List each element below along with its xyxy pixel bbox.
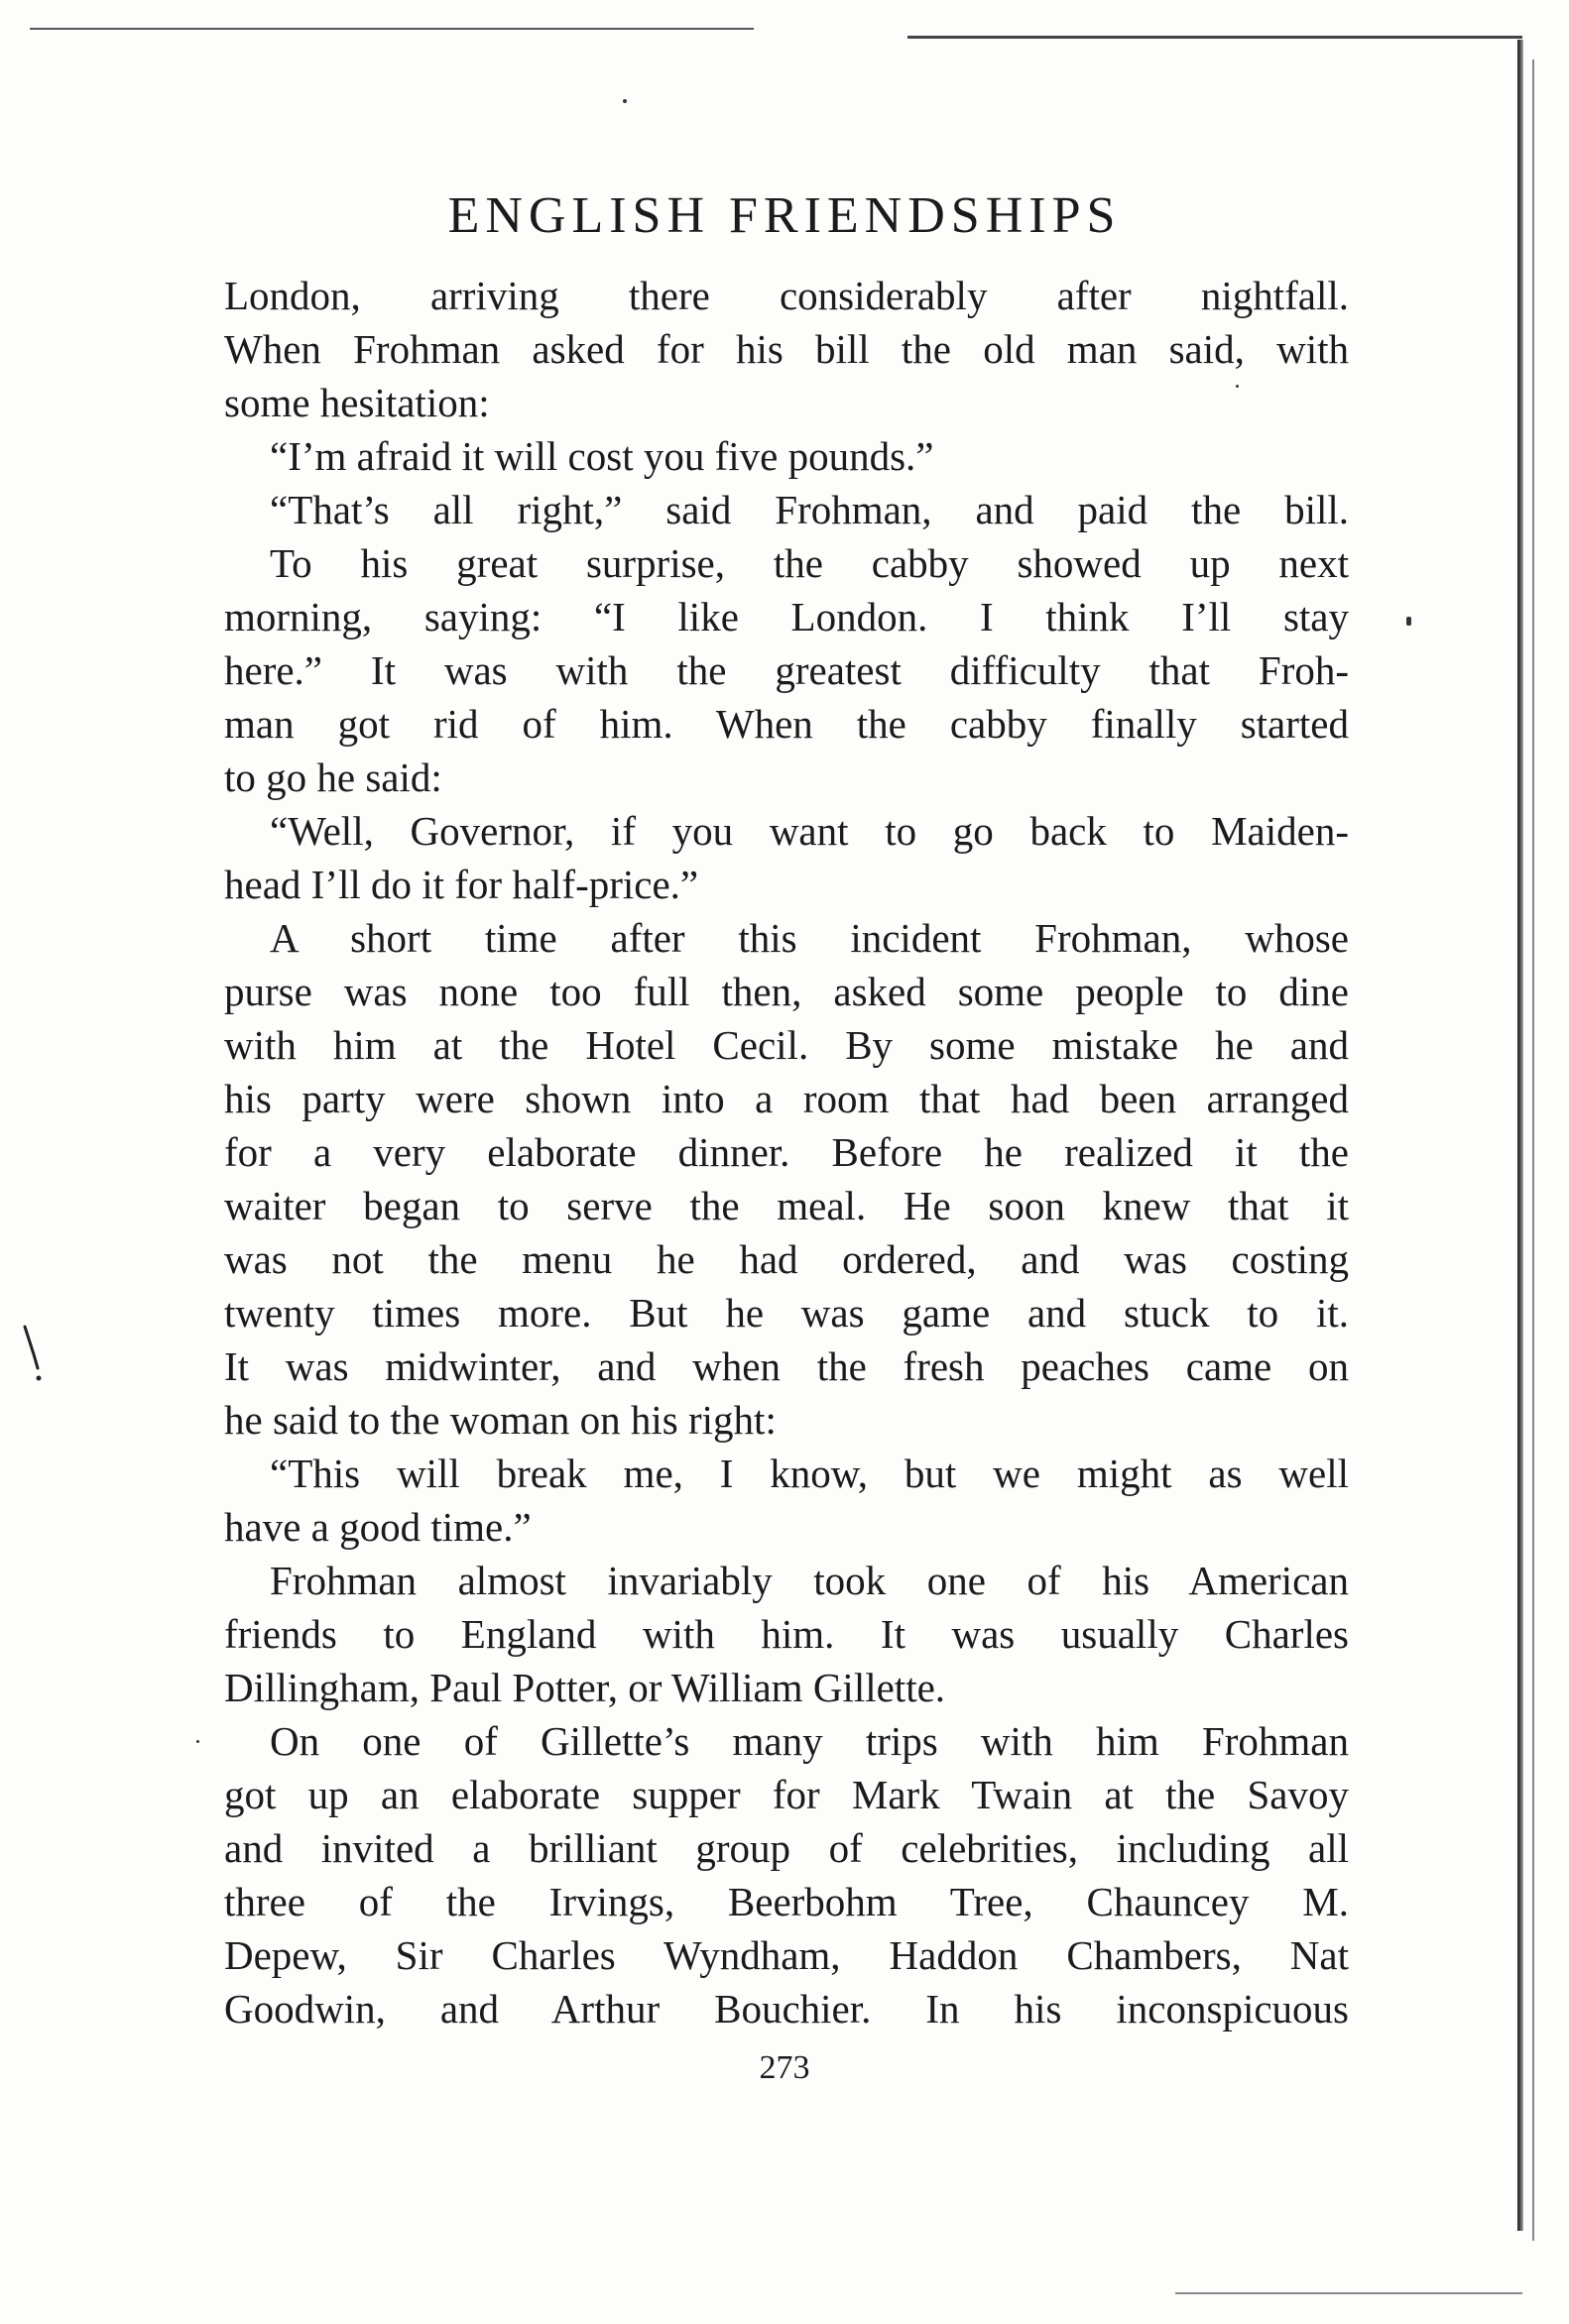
text-line: friends to England with him. It was usually Charles bbox=[224, 1611, 1349, 1657]
body-text bbox=[224, 269, 1349, 2035]
top-rule-left bbox=[30, 28, 754, 30]
text-line: Dillingham, Paul Potter, or William Gillette. bbox=[224, 1665, 946, 1710]
text-line: London, arriving there considerably after nightfall. bbox=[224, 273, 1349, 318]
text-line: waiter began to serve the meal. He soon knew that it bbox=[224, 1183, 1349, 1228]
text-line: On one of Gillette’s many trips with him Frohman bbox=[270, 1718, 1349, 1764]
text-line: To his great surprise, the cabby showed up next bbox=[270, 540, 1349, 586]
page-edge-line bbox=[1532, 59, 1534, 2241]
text-line: “Well, Governor, if you want to go back to Maiden- bbox=[270, 808, 1349, 854]
text-line: Frohman almost invariably took one of his American bbox=[270, 1558, 1349, 1603]
text-line: Goodwin, and Arthur Bouchier. In his inconspicuous bbox=[224, 1986, 1349, 2032]
text-line: It was midwinter, and when the fresh peaches came on bbox=[224, 1343, 1349, 1389]
text-line: was not the menu he had ordered, and was costing bbox=[224, 1236, 1349, 1282]
text-line: head I’ll do it for half-price.” bbox=[224, 862, 699, 907]
text-line: to go he said: bbox=[224, 755, 442, 800]
text-line: Depew, Sir Charles Wyndham, Haddon Chambers, Nat bbox=[224, 1932, 1349, 1978]
page-number: 273 bbox=[759, 2049, 810, 2086]
text-line: A short time after this incident Frohman, whose bbox=[270, 915, 1349, 961]
text-line: got up an elaborate supper for Mark Twain at the Savoy bbox=[224, 1772, 1349, 1817]
text-line: he said to the woman on his right: bbox=[224, 1397, 777, 1443]
text-line: twenty times more. But he was game and stuck to it. bbox=[224, 1290, 1349, 1336]
text-line: and invited a brilliant group of celebrities, including all bbox=[224, 1825, 1349, 1871]
margin-pencil-mark bbox=[22, 1325, 44, 1382]
text-line: man got rid of him. When the cabby finally started bbox=[224, 701, 1349, 747]
running-head: ENGLISH FRIENDSHIPS bbox=[447, 187, 1122, 244]
text-line: his party were shown into a room that had been arranged bbox=[224, 1076, 1349, 1121]
ink-speck bbox=[1406, 617, 1411, 626]
text-line: for a very elaborate dinner. Before he realized it the bbox=[224, 1129, 1349, 1175]
ink-speck bbox=[623, 99, 627, 103]
text-line: have a good time.” bbox=[224, 1504, 532, 1550]
text-line: with him at the Hotel Cecil. By some mistake he and bbox=[224, 1022, 1349, 1068]
text-line: some hesitation: bbox=[224, 380, 490, 425]
text-line: When Frohman asked for his bill the old man said, with bbox=[224, 326, 1349, 372]
text-line: “I’m afraid it will cost you five pounds.” bbox=[270, 433, 934, 479]
text-line: morning, saying: “I like London. I think I’ll stay bbox=[224, 594, 1349, 639]
text-line: “That’s all right,” said Frohman, and paid the bill. bbox=[270, 487, 1349, 532]
text-line: purse was none too full then, asked some people to dine bbox=[224, 969, 1349, 1014]
top-rule-right bbox=[907, 36, 1522, 39]
page-edge-shadow bbox=[1517, 40, 1523, 2231]
text-line: three of the Irvings, Beerbohm Tree, Chauncey M. bbox=[224, 1879, 1349, 1924]
text-line: here.” It was with the greatest difficulty that Froh- bbox=[224, 647, 1349, 693]
ink-speck bbox=[196, 1740, 199, 1743]
bottom-edge-line bbox=[1175, 2292, 1522, 2294]
text-line: “This will break me, I know, but we might as well bbox=[270, 1451, 1349, 1496]
